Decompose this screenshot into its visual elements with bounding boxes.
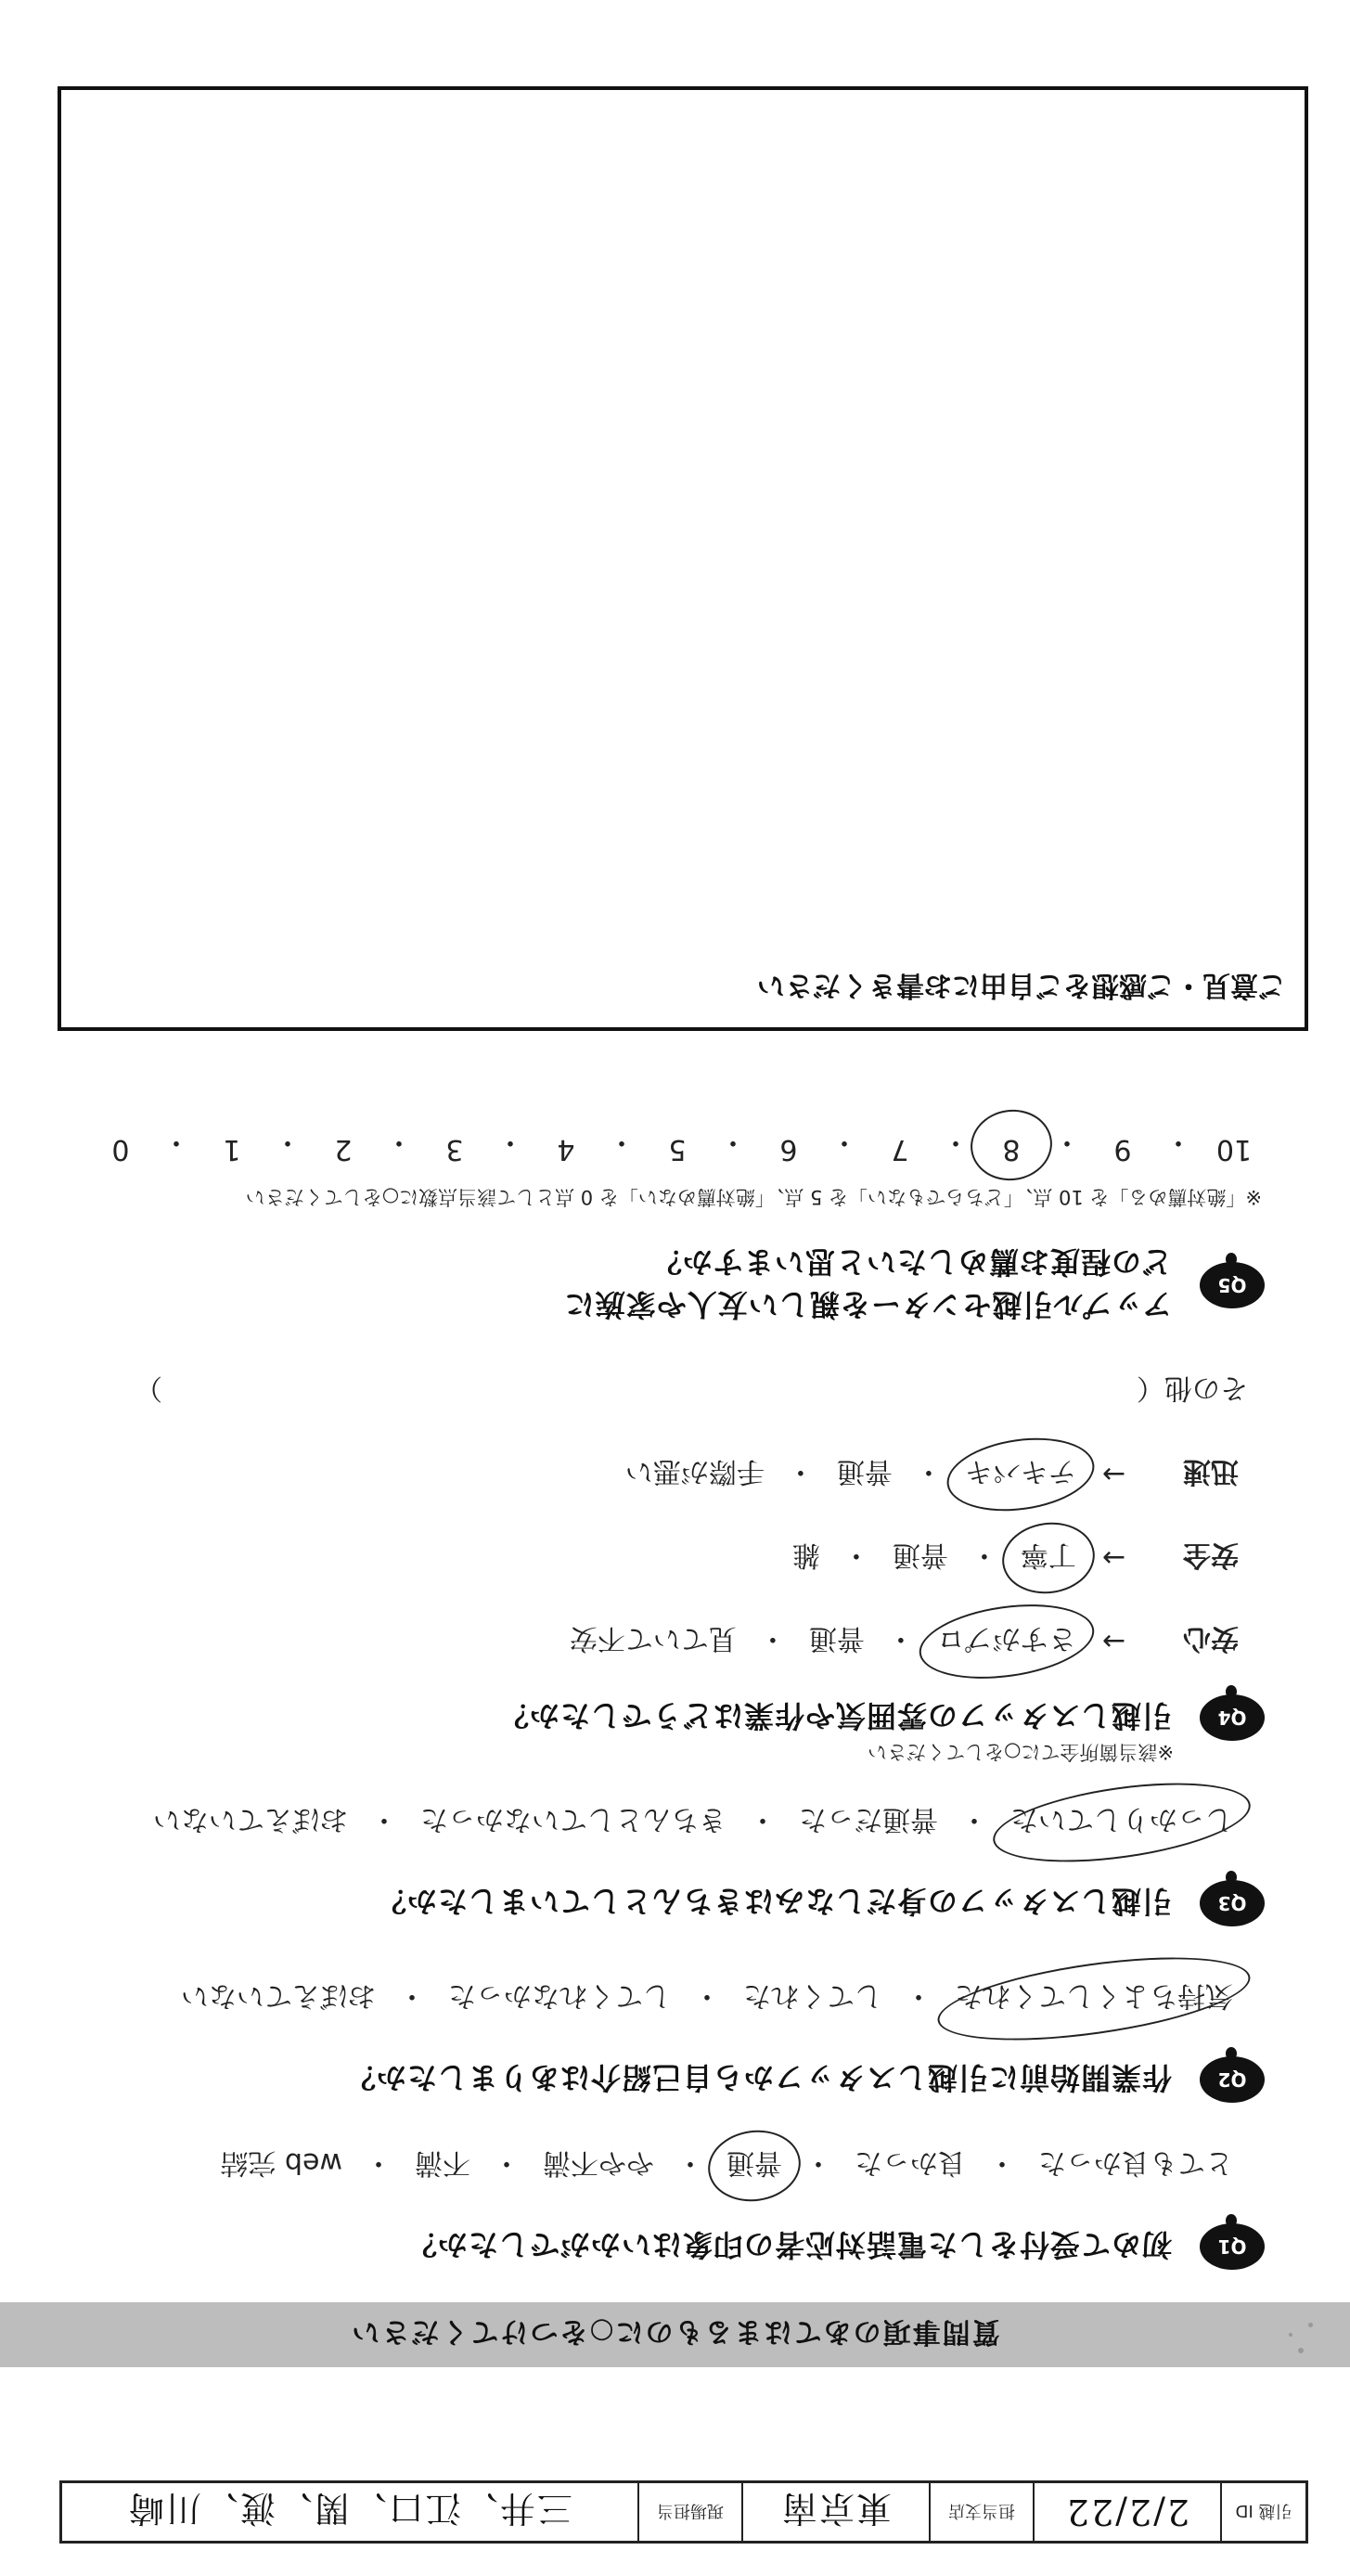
q4-option[interactable]: 手際が悪い bbox=[624, 1455, 765, 1488]
instruction-banner: 質問事項のあてはまるものに○をつけてください bbox=[0, 2302, 1350, 2367]
staff-value: 三井、江口、関、渡、川崎 bbox=[127, 2488, 573, 2530]
arrow-icon: → bbox=[1101, 1625, 1125, 1658]
arrow-icon: → bbox=[1101, 1541, 1125, 1575]
q4-row-jinsoku: 迅速 → テキパキ ・ 普通 ・ 手際が悪い bbox=[620, 1454, 1239, 1495]
q4-option-selected[interactable]: さすがプロ bbox=[932, 1621, 1082, 1662]
q2-option[interactable]: おぼえていない bbox=[181, 1979, 376, 2012]
q3-option-selected[interactable]: しっかりしていた bbox=[1005, 1802, 1239, 1843]
score-option[interactable]: 6 bbox=[779, 1133, 798, 1166]
q5-text bbox=[564, 1243, 1172, 1328]
branch-value: 東京南 bbox=[741, 2483, 929, 2541]
q3-option[interactable]: きちんとしていなかった bbox=[420, 1803, 726, 1835]
id-value: 2/2/22 bbox=[1033, 2483, 1220, 2541]
q1-option[interactable]: やや不満 bbox=[543, 2146, 654, 2179]
question-q5 bbox=[564, 1243, 1265, 1328]
question-q1 bbox=[406, 2223, 1265, 2270]
q1-option[interactable]: とても良かった bbox=[1038, 2146, 1233, 2179]
score-option[interactable]: 1 bbox=[223, 1133, 241, 1166]
q4-row-anzen: 安全 → 丁寧 ・ 普通 ・ 雑 bbox=[787, 1538, 1239, 1578]
hand-drawn-circle bbox=[966, 1104, 1057, 1186]
q3-options: しっかりしていた ・ 普通だった ・ きちんとしていなかった ・ おぼえていない bbox=[148, 1802, 1239, 1843]
q5-badge: Q5 bbox=[1200, 1262, 1265, 1308]
ink-splash bbox=[1298, 2348, 1304, 2353]
q3-option[interactable]: おぼえていない bbox=[153, 1803, 348, 1835]
q4-text: 引越しスタッフの雰囲気や作業はどうでしたか？ bbox=[497, 1698, 1172, 1733]
q1-option-selected[interactable]: 普通 bbox=[721, 2145, 788, 2186]
ink-splash bbox=[1308, 2323, 1313, 2327]
q2-options: 気持ちよくしてくれた ・ してくれた ・ してくれなかった ・ おぼえていない bbox=[175, 1978, 1239, 2019]
question-q2 bbox=[345, 2056, 1265, 2103]
q1-options: とても良かった ・ 良かった ・ 普通 ・ やや不満 ・ 不満 ・ web 完結 bbox=[214, 2145, 1239, 2186]
q2-badge: Q2 bbox=[1200, 2056, 1265, 2103]
hand-drawn-circle bbox=[703, 2124, 805, 2207]
q1-badge: Q1 bbox=[1200, 2223, 1265, 2270]
q2-option-selected[interactable]: 気持ちよくしてくれた bbox=[949, 1978, 1239, 2019]
score-option-selected[interactable]: 8 bbox=[984, 1125, 1039, 1166]
q5-line-2: どの程度お薦めしたいと思いますか？ bbox=[650, 1244, 1172, 1280]
q1-option[interactable]: web 完結 bbox=[220, 2146, 342, 2179]
score-option[interactable]: 0 bbox=[111, 1133, 130, 1166]
q4-row-anshin: 安心 → さすがプロ ・ 普通 ・ 見ていて不安 bbox=[564, 1621, 1239, 1662]
hand-drawn-circle bbox=[942, 1429, 1099, 1520]
q3-option[interactable]: 普通だった bbox=[799, 1803, 938, 1835]
comments-box[interactable] bbox=[58, 86, 1308, 1031]
hand-drawn-circle bbox=[914, 1594, 1099, 1689]
q4-badge: Q4 bbox=[1200, 1694, 1265, 1741]
hand-drawn-circle bbox=[932, 1942, 1254, 2056]
score-option[interactable]: 4 bbox=[557, 1133, 575, 1166]
q5-line-1: アップル引越センターを親しい友人や家族に bbox=[563, 1287, 1172, 1322]
q4-row-label: 安全 bbox=[1183, 1539, 1239, 1571]
q1-text: 初めて受付をした電話対応者の印象はいかがでしたか？ bbox=[405, 2227, 1172, 2262]
branch-label: 担当支店 bbox=[929, 2483, 1033, 2541]
q4-other[interactable]: その他（ ） bbox=[135, 1372, 1248, 1404]
question-q3 bbox=[376, 1880, 1265, 1926]
comments-heading: ご意見・ご感想をご自由にお書きください bbox=[757, 969, 1286, 1001]
q2-option[interactable]: してくれなかった bbox=[448, 1979, 671, 2012]
score-option[interactable]: 2 bbox=[334, 1133, 353, 1166]
q2-text: 作業開始前に引越しスタッフから自己紹介はありましたか？ bbox=[344, 2060, 1172, 2095]
score-option[interactable]: 7 bbox=[891, 1133, 909, 1166]
arrow-icon: → bbox=[1101, 1458, 1125, 1491]
q4-option[interactable]: 雑 bbox=[791, 1539, 820, 1571]
q4-option[interactable]: 普通 bbox=[836, 1455, 893, 1488]
question-q4 bbox=[498, 1694, 1265, 1741]
q4-option-selected[interactable]: テキパキ bbox=[959, 1454, 1082, 1495]
q2-option[interactable]: してくれた bbox=[743, 1979, 882, 2012]
score-option[interactable]: 3 bbox=[445, 1133, 464, 1166]
id-label: 引越 ID bbox=[1220, 2483, 1305, 2541]
q4-option[interactable]: 普通 bbox=[808, 1622, 865, 1655]
q4-option[interactable]: 普通 bbox=[892, 1539, 948, 1571]
header-row bbox=[59, 2480, 1308, 2544]
score-option[interactable]: 9 bbox=[1113, 1133, 1132, 1166]
q4-row-label: 迅速 bbox=[1183, 1455, 1239, 1488]
score-option[interactable]: 5 bbox=[668, 1133, 687, 1166]
q5-note: ※「絶対薦める」を 10 点、「どちらでもない」を 5 点、「絶対薦めない」を 0 点として該当点数に○をしてください bbox=[245, 1186, 1262, 1208]
score-option[interactable]: 10 bbox=[1215, 1133, 1253, 1166]
q4-row-label: 安心 bbox=[1183, 1622, 1239, 1655]
q4-note: ※該当箇所全てに○をしてください bbox=[868, 1741, 1174, 1763]
q1-option[interactable]: 良かった bbox=[855, 2146, 966, 2179]
q4-option-selected[interactable]: 丁寧 bbox=[1015, 1538, 1082, 1578]
q3-text: 引越しスタッフの身だしなみはきちんとしていましたか？ bbox=[375, 1884, 1172, 1919]
ink-splash bbox=[1289, 2333, 1292, 2337]
hand-drawn-circle bbox=[988, 1770, 1255, 1875]
staff-label: 現場担当 bbox=[637, 2483, 741, 2541]
q4-option[interactable]: 見ていて不安 bbox=[569, 1622, 737, 1655]
q3-badge: Q3 bbox=[1200, 1880, 1265, 1926]
q1-option[interactable]: 不満 bbox=[415, 2146, 470, 2179]
hand-drawn-circle bbox=[997, 1516, 1099, 1599]
q5-scale: 10 ・ 9 ・ 8 ・ 7 ・ 6 ・ 5 ・ 4 ・ 3 ・ 2 ・ 1 ・ 0 bbox=[93, 1125, 1262, 1166]
